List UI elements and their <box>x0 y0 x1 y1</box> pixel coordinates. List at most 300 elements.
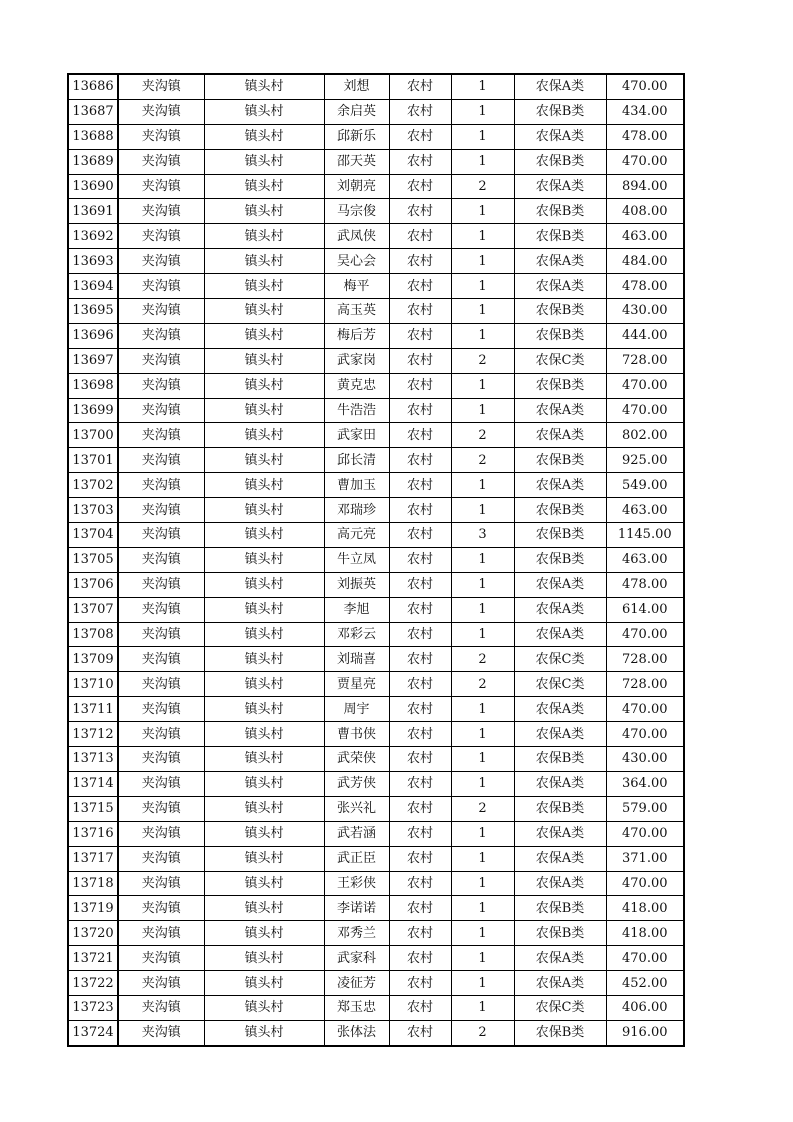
id-cell: 13701 <box>68 448 118 473</box>
people-count-cell: 1 <box>451 846 514 871</box>
amount-cell: 1145.00 <box>606 523 684 548</box>
name-cell: 黄克忠 <box>324 373 389 398</box>
area-type-cell: 农村 <box>389 722 451 747</box>
town-cell: 夹沟镇 <box>118 622 204 647</box>
name-cell: 曹书侠 <box>324 722 389 747</box>
people-count-cell: 1 <box>451 896 514 921</box>
name-cell: 梅后芳 <box>324 323 389 348</box>
people-count-cell: 1 <box>451 274 514 299</box>
people-count-cell: 1 <box>451 547 514 572</box>
data-table <box>67 73 685 1047</box>
people-count-cell: 1 <box>451 199 514 224</box>
amount-cell: 470.00 <box>606 946 684 971</box>
area-type-cell: 农村 <box>389 149 451 174</box>
people-count-cell: 1 <box>451 572 514 597</box>
id-cell: 13716 <box>68 821 118 846</box>
name-cell: 曹加玉 <box>324 473 389 498</box>
village-cell: 镇头村 <box>204 448 324 473</box>
id-cell: 13688 <box>68 124 118 149</box>
table-row <box>68 99 684 124</box>
town-cell: 夹沟镇 <box>118 572 204 597</box>
id-cell: 13693 <box>68 249 118 274</box>
insurance-type-cell: 农保B类 <box>514 373 606 398</box>
insurance-type-cell: 农保A类 <box>514 124 606 149</box>
amount-cell: 916.00 <box>606 1020 684 1045</box>
name-cell: 周宇 <box>324 697 389 722</box>
area-type-cell: 农村 <box>389 946 451 971</box>
amount-cell: 452.00 <box>606 971 684 996</box>
people-count-cell: 1 <box>451 871 514 896</box>
area-type-cell: 农村 <box>389 199 451 224</box>
amount-cell: 470.00 <box>606 149 684 174</box>
table-row <box>68 1020 684 1045</box>
town-cell: 夹沟镇 <box>118 771 204 796</box>
table-row <box>68 697 684 722</box>
people-count-cell: 1 <box>451 149 514 174</box>
amount-cell: 406.00 <box>606 995 684 1020</box>
id-cell: 13715 <box>68 796 118 821</box>
table-row <box>68 398 684 423</box>
insurance-type-cell: 农保B类 <box>514 498 606 523</box>
amount-cell: 614.00 <box>606 597 684 622</box>
id-cell: 13703 <box>68 498 118 523</box>
insurance-type-cell: 农保A类 <box>514 74 606 99</box>
village-cell: 镇头村 <box>204 473 324 498</box>
insurance-type-cell: 农保B类 <box>514 547 606 572</box>
table-row <box>68 722 684 747</box>
id-cell: 13707 <box>68 597 118 622</box>
name-cell: 邵天英 <box>324 149 389 174</box>
name-cell: 吴心会 <box>324 249 389 274</box>
town-cell: 夹沟镇 <box>118 821 204 846</box>
name-cell: 张兴礼 <box>324 796 389 821</box>
town-cell: 夹沟镇 <box>118 896 204 921</box>
table-row <box>68 647 684 672</box>
id-cell: 13692 <box>68 224 118 249</box>
town-cell: 夹沟镇 <box>118 448 204 473</box>
name-cell: 邱新乐 <box>324 124 389 149</box>
town-cell: 夹沟镇 <box>118 697 204 722</box>
area-type-cell: 农村 <box>389 274 451 299</box>
id-cell: 13691 <box>68 199 118 224</box>
id-cell: 13694 <box>68 274 118 299</box>
insurance-type-cell: 农保A类 <box>514 722 606 747</box>
village-cell: 镇头村 <box>204 597 324 622</box>
insurance-type-cell: 农保A类 <box>514 597 606 622</box>
people-count-cell: 1 <box>451 771 514 796</box>
people-count-cell: 1 <box>451 597 514 622</box>
town-cell: 夹沟镇 <box>118 747 204 772</box>
village-cell: 镇头村 <box>204 896 324 921</box>
amount-cell: 463.00 <box>606 224 684 249</box>
village-cell: 镇头村 <box>204 672 324 697</box>
village-cell: 镇头村 <box>204 796 324 821</box>
name-cell: 高元亮 <box>324 523 389 548</box>
table-row <box>68 771 684 796</box>
insurance-type-cell: 农保A类 <box>514 697 606 722</box>
id-cell: 13710 <box>68 672 118 697</box>
table-row <box>68 348 684 373</box>
id-cell: 13697 <box>68 348 118 373</box>
people-count-cell: 1 <box>451 747 514 772</box>
area-type-cell: 农村 <box>389 846 451 871</box>
id-cell: 13699 <box>68 398 118 423</box>
insurance-type-cell: 农保B类 <box>514 747 606 772</box>
name-cell: 马宗俊 <box>324 199 389 224</box>
town-cell: 夹沟镇 <box>118 423 204 448</box>
town-cell: 夹沟镇 <box>118 995 204 1020</box>
id-cell: 13718 <box>68 871 118 896</box>
town-cell: 夹沟镇 <box>118 647 204 672</box>
name-cell: 张体法 <box>324 1020 389 1045</box>
people-count-cell: 2 <box>451 796 514 821</box>
village-cell: 镇头村 <box>204 697 324 722</box>
village-cell: 镇头村 <box>204 846 324 871</box>
village-cell: 镇头村 <box>204 149 324 174</box>
id-cell: 13696 <box>68 323 118 348</box>
table-row <box>68 249 684 274</box>
table-row <box>68 796 684 821</box>
people-count-cell: 1 <box>451 473 514 498</box>
name-cell: 梅平 <box>324 274 389 299</box>
amount-cell: 434.00 <box>606 99 684 124</box>
amount-cell: 430.00 <box>606 299 684 324</box>
table-row <box>68 622 684 647</box>
village-cell: 镇头村 <box>204 946 324 971</box>
village-cell: 镇头村 <box>204 274 324 299</box>
people-count-cell: 1 <box>451 249 514 274</box>
table-row <box>68 672 684 697</box>
area-type-cell: 农村 <box>389 747 451 772</box>
name-cell: 武凤侠 <box>324 224 389 249</box>
table-row <box>68 448 684 473</box>
id-cell: 13714 <box>68 771 118 796</box>
id-cell: 13713 <box>68 747 118 772</box>
table-row <box>68 597 684 622</box>
area-type-cell: 农村 <box>389 821 451 846</box>
name-cell: 武若涵 <box>324 821 389 846</box>
amount-cell: 470.00 <box>606 74 684 99</box>
id-cell: 13689 <box>68 149 118 174</box>
insurance-type-cell: 农保B类 <box>514 224 606 249</box>
amount-cell: 478.00 <box>606 124 684 149</box>
name-cell: 刘朝亮 <box>324 174 389 199</box>
id-cell: 13712 <box>68 722 118 747</box>
insurance-type-cell: 农保B类 <box>514 323 606 348</box>
amount-cell: 894.00 <box>606 174 684 199</box>
area-type-cell: 农村 <box>389 398 451 423</box>
amount-cell: 408.00 <box>606 199 684 224</box>
insurance-type-cell: 农保A类 <box>514 423 606 448</box>
area-type-cell: 农村 <box>389 547 451 572</box>
amount-cell: 470.00 <box>606 373 684 398</box>
village-cell: 镇头村 <box>204 747 324 772</box>
people-count-cell: 1 <box>451 722 514 747</box>
village-cell: 镇头村 <box>204 722 324 747</box>
name-cell: 高玉英 <box>324 299 389 324</box>
village-cell: 镇头村 <box>204 771 324 796</box>
people-count-cell: 1 <box>451 995 514 1020</box>
amount-cell: 463.00 <box>606 547 684 572</box>
id-cell: 13700 <box>68 423 118 448</box>
village-cell: 镇头村 <box>204 199 324 224</box>
town-cell: 夹沟镇 <box>118 672 204 697</box>
village-cell: 镇头村 <box>204 622 324 647</box>
name-cell: 李诺诺 <box>324 896 389 921</box>
town-cell: 夹沟镇 <box>118 946 204 971</box>
name-cell: 武家岗 <box>324 348 389 373</box>
area-type-cell: 农村 <box>389 622 451 647</box>
village-cell: 镇头村 <box>204 572 324 597</box>
area-type-cell: 农村 <box>389 373 451 398</box>
village-cell: 镇头村 <box>204 498 324 523</box>
town-cell: 夹沟镇 <box>118 74 204 99</box>
name-cell: 邓彩云 <box>324 622 389 647</box>
town-cell: 夹沟镇 <box>118 299 204 324</box>
name-cell: 武正臣 <box>324 846 389 871</box>
town-cell: 夹沟镇 <box>118 597 204 622</box>
amount-cell: 478.00 <box>606 572 684 597</box>
insurance-type-cell: 农保A类 <box>514 398 606 423</box>
name-cell: 刘瑞喜 <box>324 647 389 672</box>
amount-cell: 418.00 <box>606 921 684 946</box>
amount-cell: 484.00 <box>606 249 684 274</box>
table-row <box>68 946 684 971</box>
id-cell: 13709 <box>68 647 118 672</box>
insurance-type-cell: 农保B类 <box>514 149 606 174</box>
insurance-type-cell: 农保B类 <box>514 448 606 473</box>
town-cell: 夹沟镇 <box>118 921 204 946</box>
area-type-cell: 农村 <box>389 124 451 149</box>
id-cell: 13686 <box>68 74 118 99</box>
name-cell: 武家田 <box>324 423 389 448</box>
village-cell: 镇头村 <box>204 647 324 672</box>
village-cell: 镇头村 <box>204 995 324 1020</box>
town-cell: 夹沟镇 <box>118 473 204 498</box>
area-type-cell: 农村 <box>389 771 451 796</box>
amount-cell: 728.00 <box>606 672 684 697</box>
insurance-type-cell: 农保A类 <box>514 174 606 199</box>
amount-cell: 470.00 <box>606 722 684 747</box>
insurance-type-cell: 农保A类 <box>514 622 606 647</box>
name-cell: 邓瑞珍 <box>324 498 389 523</box>
area-type-cell: 农村 <box>389 796 451 821</box>
village-cell: 镇头村 <box>204 224 324 249</box>
area-type-cell: 农村 <box>389 597 451 622</box>
village-cell: 镇头村 <box>204 299 324 324</box>
people-count-cell: 2 <box>451 647 514 672</box>
village-cell: 镇头村 <box>204 423 324 448</box>
id-cell: 13704 <box>68 523 118 548</box>
area-type-cell: 农村 <box>389 697 451 722</box>
people-count-cell: 2 <box>451 348 514 373</box>
insurance-type-cell: 农保B类 <box>514 299 606 324</box>
area-type-cell: 农村 <box>389 224 451 249</box>
town-cell: 夹沟镇 <box>118 174 204 199</box>
insurance-type-cell: 农保B类 <box>514 523 606 548</box>
id-cell: 13708 <box>68 622 118 647</box>
town-cell: 夹沟镇 <box>118 274 204 299</box>
insurance-type-cell: 农保A类 <box>514 771 606 796</box>
id-cell: 13690 <box>68 174 118 199</box>
amount-cell: 444.00 <box>606 323 684 348</box>
area-type-cell: 农村 <box>389 473 451 498</box>
id-cell: 13702 <box>68 473 118 498</box>
people-count-cell: 1 <box>451 124 514 149</box>
village-cell: 镇头村 <box>204 348 324 373</box>
town-cell: 夹沟镇 <box>118 523 204 548</box>
insurance-type-cell: 农保A类 <box>514 871 606 896</box>
people-count-cell: 1 <box>451 74 514 99</box>
table-row <box>68 547 684 572</box>
town-cell: 夹沟镇 <box>118 249 204 274</box>
people-count-cell: 1 <box>451 373 514 398</box>
table-row <box>68 846 684 871</box>
name-cell: 邓秀兰 <box>324 921 389 946</box>
amount-cell: 728.00 <box>606 647 684 672</box>
name-cell: 邱长清 <box>324 448 389 473</box>
people-count-cell: 1 <box>451 921 514 946</box>
area-type-cell: 农村 <box>389 74 451 99</box>
insurance-type-cell: 农保A类 <box>514 821 606 846</box>
insurance-type-cell: 农保B类 <box>514 99 606 124</box>
name-cell: 牛立凤 <box>324 547 389 572</box>
area-type-cell: 农村 <box>389 498 451 523</box>
id-cell: 13717 <box>68 846 118 871</box>
people-count-cell: 3 <box>451 523 514 548</box>
insurance-type-cell: 农保A类 <box>514 473 606 498</box>
table-row <box>68 747 684 772</box>
people-count-cell: 2 <box>451 174 514 199</box>
name-cell: 李旭 <box>324 597 389 622</box>
table-row <box>68 572 684 597</box>
id-cell: 13719 <box>68 896 118 921</box>
table-row <box>68 149 684 174</box>
town-cell: 夹沟镇 <box>118 498 204 523</box>
id-cell: 13698 <box>68 373 118 398</box>
table-row <box>68 971 684 996</box>
area-type-cell: 农村 <box>389 523 451 548</box>
people-count-cell: 1 <box>451 99 514 124</box>
name-cell: 贾星亮 <box>324 672 389 697</box>
people-count-cell: 2 <box>451 1020 514 1045</box>
village-cell: 镇头村 <box>204 99 324 124</box>
area-type-cell: 农村 <box>389 572 451 597</box>
amount-cell: 364.00 <box>606 771 684 796</box>
area-type-cell: 农村 <box>389 249 451 274</box>
area-type-cell: 农村 <box>389 672 451 697</box>
name-cell: 王彩侠 <box>324 871 389 896</box>
amount-cell: 470.00 <box>606 622 684 647</box>
village-cell: 镇头村 <box>204 523 324 548</box>
table-row <box>68 896 684 921</box>
village-cell: 镇头村 <box>204 174 324 199</box>
village-cell: 镇头村 <box>204 821 324 846</box>
people-count-cell: 1 <box>451 498 514 523</box>
name-cell: 武芳侠 <box>324 771 389 796</box>
insurance-type-cell: 农保B类 <box>514 896 606 921</box>
town-cell: 夹沟镇 <box>118 124 204 149</box>
people-count-cell: 1 <box>451 821 514 846</box>
village-cell: 镇头村 <box>204 249 324 274</box>
id-cell: 13722 <box>68 971 118 996</box>
table-row <box>68 821 684 846</box>
insurance-type-cell: 农保A类 <box>514 572 606 597</box>
table-row <box>68 423 684 448</box>
town-cell: 夹沟镇 <box>118 722 204 747</box>
name-cell: 刘振英 <box>324 572 389 597</box>
id-cell: 13723 <box>68 995 118 1020</box>
people-count-cell: 2 <box>451 672 514 697</box>
village-cell: 镇头村 <box>204 547 324 572</box>
table-row <box>68 199 684 224</box>
people-count-cell: 1 <box>451 622 514 647</box>
id-cell: 13711 <box>68 697 118 722</box>
amount-cell: 802.00 <box>606 423 684 448</box>
insurance-type-cell: 农保A类 <box>514 946 606 971</box>
amount-cell: 470.00 <box>606 871 684 896</box>
town-cell: 夹沟镇 <box>118 323 204 348</box>
people-count-cell: 2 <box>451 448 514 473</box>
area-type-cell: 农村 <box>389 423 451 448</box>
table-row <box>68 74 684 99</box>
table-row <box>68 224 684 249</box>
table-row <box>68 498 684 523</box>
town-cell: 夹沟镇 <box>118 199 204 224</box>
amount-cell: 470.00 <box>606 697 684 722</box>
table-row <box>68 323 684 348</box>
town-cell: 夹沟镇 <box>118 149 204 174</box>
amount-cell: 463.00 <box>606 498 684 523</box>
town-cell: 夹沟镇 <box>118 547 204 572</box>
town-cell: 夹沟镇 <box>118 796 204 821</box>
insurance-type-cell: 农保A类 <box>514 274 606 299</box>
insurance-type-cell: 农保C类 <box>514 995 606 1020</box>
village-cell: 镇头村 <box>204 74 324 99</box>
table-row <box>68 995 684 1020</box>
insurance-type-cell: 农保B类 <box>514 199 606 224</box>
village-cell: 镇头村 <box>204 871 324 896</box>
people-count-cell: 1 <box>451 697 514 722</box>
town-cell: 夹沟镇 <box>118 224 204 249</box>
name-cell: 郑玉忠 <box>324 995 389 1020</box>
area-type-cell: 农村 <box>389 323 451 348</box>
town-cell: 夹沟镇 <box>118 971 204 996</box>
table-row <box>68 523 684 548</box>
insurance-type-cell: 农保C类 <box>514 647 606 672</box>
amount-cell: 925.00 <box>606 448 684 473</box>
area-type-cell: 农村 <box>389 896 451 921</box>
area-type-cell: 农村 <box>389 871 451 896</box>
id-cell: 13706 <box>68 572 118 597</box>
id-cell: 13721 <box>68 946 118 971</box>
table-row <box>68 124 684 149</box>
table-row <box>68 274 684 299</box>
village-cell: 镇头村 <box>204 323 324 348</box>
insurance-type-cell: 农保A类 <box>514 971 606 996</box>
name-cell: 武荣侠 <box>324 747 389 772</box>
table-row <box>68 373 684 398</box>
amount-cell: 470.00 <box>606 821 684 846</box>
name-cell: 余启英 <box>324 99 389 124</box>
amount-cell: 579.00 <box>606 796 684 821</box>
name-cell: 牛浩浩 <box>324 398 389 423</box>
amount-cell: 470.00 <box>606 398 684 423</box>
insurance-type-cell: 农保C类 <box>514 672 606 697</box>
id-cell: 13724 <box>68 1020 118 1045</box>
table-row <box>68 871 684 896</box>
village-cell: 镇头村 <box>204 921 324 946</box>
